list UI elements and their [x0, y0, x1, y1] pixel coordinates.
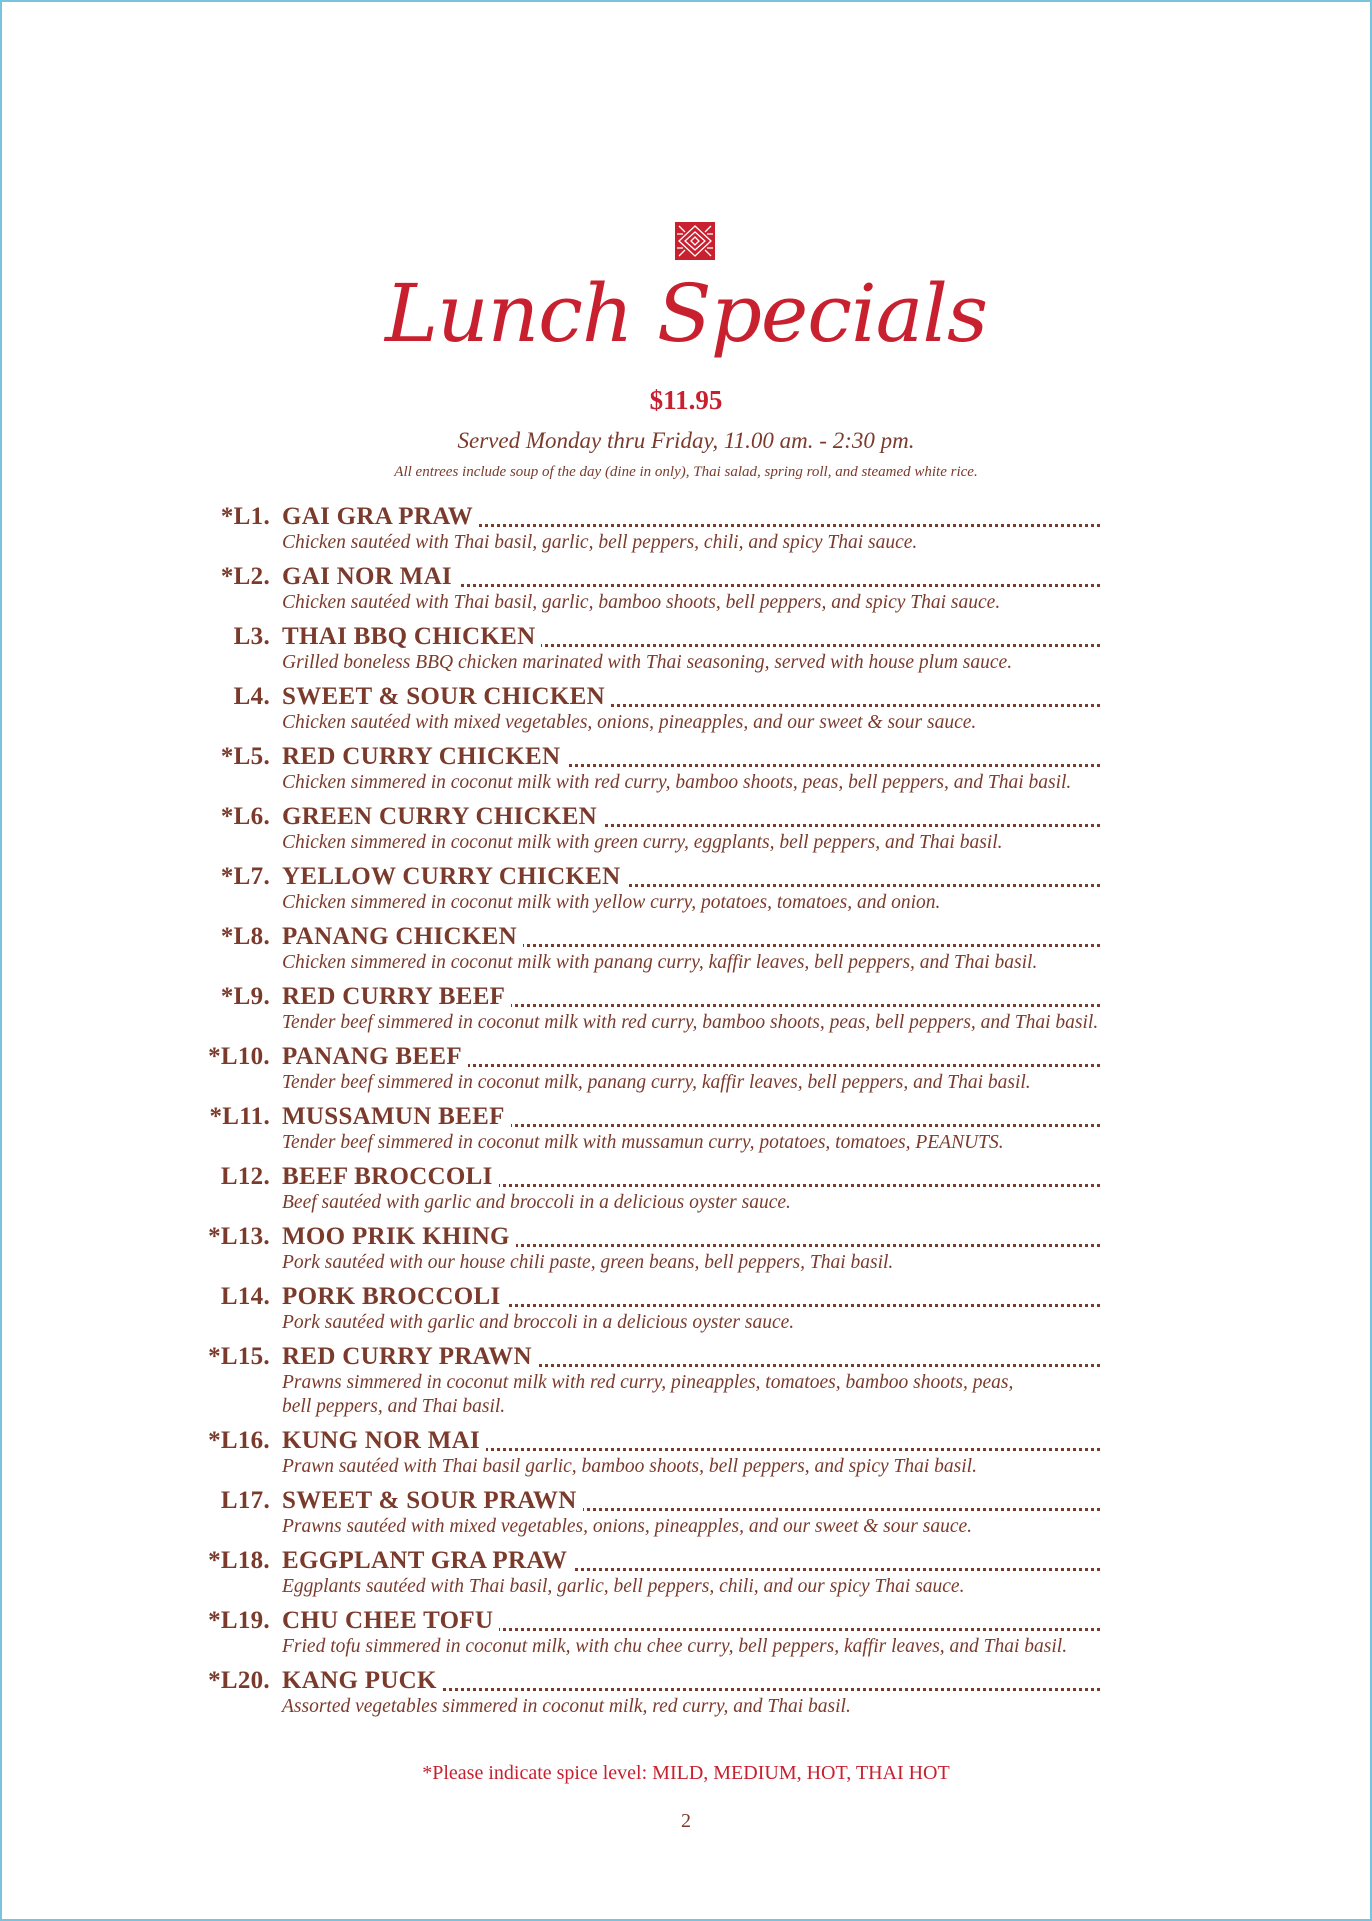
menu-item-description: Fried tofu simmered in coconut milk, with chu chee curry, bell peppers, kaffir leaves, and Thai basil.	[282, 1636, 1068, 1657]
menu-item-header	[2, 622, 1370, 651]
menu-item-code: *L18.	[208, 1547, 270, 1574]
menu-item	[2, 1102, 1370, 1162]
menu-item-description: Pork sautéed with our house chili paste, green beans, bell peppers, Thai basil.	[282, 1252, 894, 1273]
menu-item-description: Tender beef simmered in coconut milk, panang curry, kaffir leaves, bell peppers, and Thai basil.	[282, 1072, 1031, 1093]
spice-level-note: *Please indicate spice level: MILD, MEDIUM, HOT, THAI HOT	[422, 1762, 950, 1784]
menu-item-name: RED CURRY CHICKEN	[282, 743, 566, 770]
menu-item-description: Pork sautéed with garlic and broccoli in a delicious oyster sauce.	[282, 1312, 795, 1333]
menu-item-description: Tender beef simmered in coconut milk with red curry, bamboo shoots, peas, bell peppers, and Thai basil.	[282, 1012, 1099, 1033]
menu-item-code: L14.	[220, 1283, 270, 1310]
menu-item-name: GAI NOR MAI	[282, 563, 458, 590]
menu-item-description: Beef sautéed with garlic and broccoli in a delicious oyster sauce.	[282, 1192, 791, 1213]
menu-item-name-row	[282, 1042, 1100, 1071]
page-title: Lunch Specials	[384, 267, 987, 360]
menu-item-name-row	[282, 1102, 1100, 1131]
menu-item	[2, 562, 1370, 622]
menu-item	[2, 862, 1370, 922]
menu-item-code: *L13.	[208, 1223, 270, 1250]
menu-item	[2, 1042, 1370, 1102]
menu-item-name-row	[282, 622, 1100, 651]
menu-item-name-row	[282, 1426, 1100, 1455]
includes-note: All entrees include soup of the day (dine in only), Thai salad, spring roll, and steamed white rice.	[394, 464, 978, 480]
menu-item-description: Chicken simmered in coconut milk with panang curry, kaffir leaves, bell peppers, and Thai basil.	[282, 952, 1038, 973]
menu-item-code: *L8.	[220, 923, 270, 950]
menu-item-name: GAI GRA PRAW	[282, 503, 479, 530]
menu-item-description: Prawns sautéed with mixed vegetables, onions, pineapples, and our sweet & sour sauce.	[282, 1516, 973, 1537]
menu-item-name-row	[282, 1606, 1100, 1635]
menu-item-name: MOO PRIK KHING	[282, 1223, 516, 1250]
served-hours: Served Monday thru Friday, 11.00 am. - 2:30 pm.	[457, 428, 915, 453]
menu-item-header	[2, 1282, 1370, 1311]
menu-item-name: RED CURRY PRAWN	[282, 1343, 538, 1370]
menu-item	[2, 1282, 1370, 1342]
menu-item	[2, 502, 1370, 562]
menu-item-code: L17.	[220, 1487, 270, 1514]
menu-item-header	[2, 982, 1370, 1011]
menu-item-description: Eggplants sautéed with Thai basil, garlic, bell peppers, chili, and our spicy Thai sauce.	[282, 1576, 965, 1597]
menu-item-name-row	[282, 1666, 1100, 1695]
menu-item	[2, 802, 1370, 862]
menu-item-name-row	[282, 802, 1100, 831]
menu-item-description: Prawn sautéed with Thai basil garlic, bamboo shoots, bell peppers, and spicy Thai basil.	[282, 1456, 977, 1477]
menu-item-name: YELLOW CURRY CHICKEN	[282, 863, 627, 890]
menu-item-name-row	[282, 1486, 1100, 1515]
menu-item-name-row	[282, 742, 1100, 771]
menu-item-header	[2, 562, 1370, 591]
menu-item-name: PANANG CHICKEN	[282, 923, 523, 950]
menu-item	[2, 1162, 1370, 1222]
menu-item-name-row	[282, 1282, 1100, 1311]
menu-item-header	[2, 1102, 1370, 1131]
menu-item	[2, 1546, 1370, 1606]
menu-item-name-row	[282, 1162, 1100, 1191]
menu-item-code: L3.	[233, 623, 270, 650]
menu-item	[2, 1342, 1370, 1426]
price: $11.95	[649, 385, 723, 415]
menu-item-code: *L10.	[208, 1043, 270, 1070]
menu-item-code: *L1.	[220, 503, 270, 530]
menu-list	[2, 502, 1370, 1726]
menu-item-code: *L20.	[208, 1667, 270, 1694]
menu-item	[2, 1426, 1370, 1486]
menu-item-name: KANG PUCK	[282, 1667, 443, 1694]
menu-item	[2, 1222, 1370, 1282]
menu-item-description: Grilled boneless BBQ chicken marinated with Thai seasoning, served with house plum sauce.	[282, 652, 1013, 673]
menu-item-name: KUNG NOR MAI	[282, 1427, 486, 1454]
menu-item-description: Tender beef simmered in coconut milk with mussamun curry, potatoes, tomatoes, PEANUTS.	[282, 1132, 1004, 1153]
menu-item-header	[2, 922, 1370, 951]
menu-item-description: Assorted vegetables simmered in coconut milk, red curry, and Thai basil.	[282, 1696, 851, 1717]
menu-item-name-row	[282, 682, 1100, 711]
menu-item-code: *L6.	[220, 803, 270, 830]
menu-item-header	[2, 1162, 1370, 1191]
menu-item-code: *L16.	[208, 1427, 270, 1454]
menu-item-description: Chicken simmered in coconut milk with yellow curry, potatoes, tomatoes, and onion.	[282, 892, 941, 913]
menu-item-header	[2, 1342, 1370, 1371]
menu-item-name-row	[282, 922, 1100, 951]
menu-item-name: EGGPLANT GRA PRAW	[282, 1547, 573, 1574]
menu-item-name-row	[282, 982, 1100, 1011]
menu-item-name: PORK BROCCOLI	[282, 1283, 507, 1310]
menu-item-description: Chicken simmered in coconut milk with red curry, bamboo shoots, peas, bell peppers, and Thai basil.	[282, 772, 1072, 793]
menu-item-description-line2: bell peppers, and Thai basil.	[282, 1396, 506, 1417]
menu-item-name-row	[282, 862, 1100, 891]
menu-item	[2, 622, 1370, 682]
menu-item-name: GREEN CURRY CHICKEN	[282, 803, 603, 830]
menu-item-description: Chicken sautéed with mixed vegetables, onions, pineapples, and our sweet & sour sauce.	[282, 712, 977, 733]
menu-item-header	[2, 1486, 1370, 1515]
menu-item-header	[2, 1546, 1370, 1575]
menu-item-name: THAI BBQ CHICKEN	[282, 623, 541, 650]
menu-item-name-row	[282, 1342, 1100, 1371]
menu-item-header	[2, 1606, 1370, 1635]
menu-item-header	[2, 502, 1370, 531]
menu-item-code: *L19.	[208, 1607, 270, 1634]
menu-item-header	[2, 862, 1370, 891]
menu-item-header	[2, 1426, 1370, 1455]
menu-item	[2, 742, 1370, 802]
menu-item-code: *L5.	[220, 743, 270, 770]
menu-item-header	[2, 742, 1370, 771]
menu-item-name: BEEF BROCCOLI	[282, 1163, 499, 1190]
thai-pattern-emblem-icon	[675, 222, 715, 260]
menu-item-code: *L2.	[220, 563, 270, 590]
menu-item-description: Chicken simmered in coconut milk with green curry, eggplants, bell peppers, and Thai basil.	[282, 832, 1003, 853]
page-number: 2	[681, 1810, 691, 1832]
menu-item-code: L4.	[233, 683, 270, 710]
menu-item-name: RED CURRY BEEF	[282, 983, 511, 1010]
menu-item-header	[2, 1666, 1370, 1695]
menu-item-header	[2, 1222, 1370, 1251]
menu-item-code: L12.	[220, 1163, 270, 1190]
menu-item-name-row	[282, 1546, 1100, 1575]
menu-item-code: *L7.	[220, 863, 270, 890]
menu-item	[2, 922, 1370, 982]
menu-item-name: MUSSAMUN BEEF	[282, 1103, 511, 1130]
menu-item-name-row	[282, 562, 1100, 591]
menu-item-name-row	[282, 1222, 1100, 1251]
menu-item-description: Chicken sautéed with Thai basil, garlic, bell peppers, chili, and spicy Thai sauce.	[282, 532, 918, 553]
menu-item-name: SWEET & SOUR PRAWN	[282, 1487, 583, 1514]
menu-item-header	[2, 682, 1370, 711]
menu-item-header	[2, 1042, 1370, 1071]
menu-item	[2, 1486, 1370, 1546]
menu-item-code: *L15.	[208, 1343, 270, 1370]
menu-item-name: SWEET & SOUR CHICKEN	[282, 683, 611, 710]
menu-item-name: PANANG BEEF	[282, 1043, 468, 1070]
menu-item-description: Prawns simmered in coconut milk with red curry, pineapples, tomatoes, bamboo shoots, peas,	[282, 1372, 1014, 1393]
menu-item-header	[2, 802, 1370, 831]
menu-item-code: *L9.	[220, 983, 270, 1010]
menu-item-description: Chicken sautéed with Thai basil, garlic, bamboo shoots, bell peppers, and spicy Thai sauce.	[282, 592, 1001, 613]
menu-item-name-row	[282, 502, 1100, 531]
menu-item	[2, 982, 1370, 1042]
menu-item	[2, 682, 1370, 742]
menu-item	[2, 1666, 1370, 1726]
menu-item-code: *L11.	[209, 1103, 270, 1130]
menu-item-name: CHU CHEE TOFU	[282, 1607, 499, 1634]
menu-item	[2, 1606, 1370, 1666]
